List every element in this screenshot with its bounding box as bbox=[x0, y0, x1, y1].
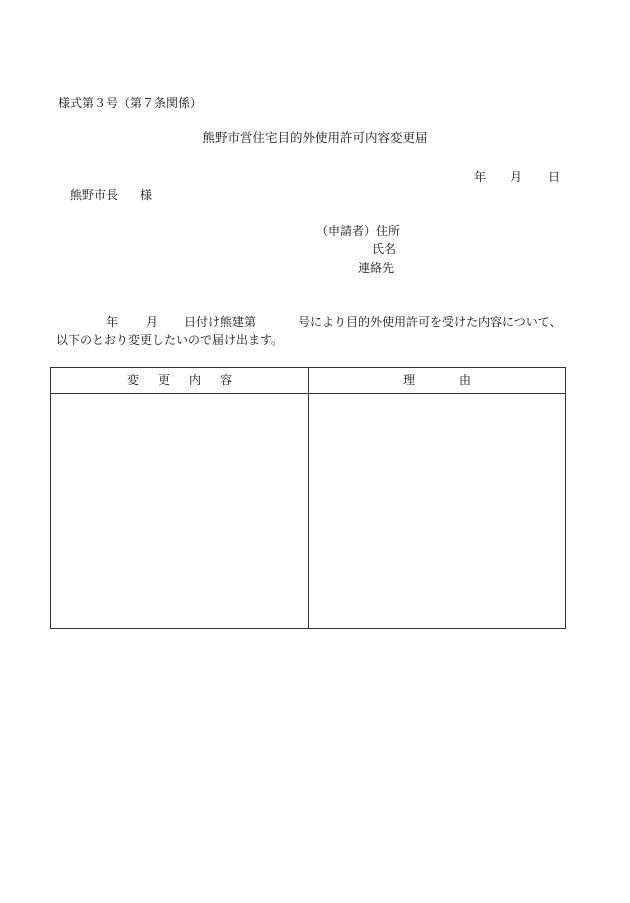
header-reason: 理由 bbox=[402, 373, 515, 387]
form-number: 様式第３号（第７条関係） bbox=[58, 96, 203, 110]
date-year-label: 年 bbox=[474, 170, 487, 184]
header-change-content: 変更内容 bbox=[126, 373, 251, 387]
applicant-contact-label: 連絡先 bbox=[358, 261, 395, 275]
reason-cell[interactable] bbox=[309, 394, 565, 628]
date-day-label: 日 bbox=[548, 170, 561, 184]
addressee bbox=[70, 189, 152, 201]
body-year: 年 bbox=[106, 315, 119, 329]
applicant-name-label: 氏名 bbox=[372, 242, 397, 256]
addressee-honorific: 様 bbox=[140, 188, 153, 202]
change-content-cell[interactable] bbox=[51, 394, 308, 628]
body-line-1 bbox=[106, 316, 562, 328]
addressee-name: 熊野市長 bbox=[70, 188, 119, 202]
body-day-prefix: 日付け熊建第 bbox=[184, 315, 257, 329]
date-line bbox=[474, 171, 560, 183]
document-title: 熊野市営住宅目的外使用許可内容変更届 bbox=[202, 130, 428, 145]
body-line-2: 以下のとおり変更したいので届け出ます。 bbox=[56, 333, 284, 347]
date-month-label: 月 bbox=[510, 170, 523, 184]
body-month: 月 bbox=[146, 315, 159, 329]
body-line1-rest: 号により目的外使用許可を受けた内容について、 bbox=[298, 315, 562, 329]
change-table bbox=[50, 367, 566, 629]
applicant-address-label: （申請者）住所 bbox=[316, 224, 401, 238]
